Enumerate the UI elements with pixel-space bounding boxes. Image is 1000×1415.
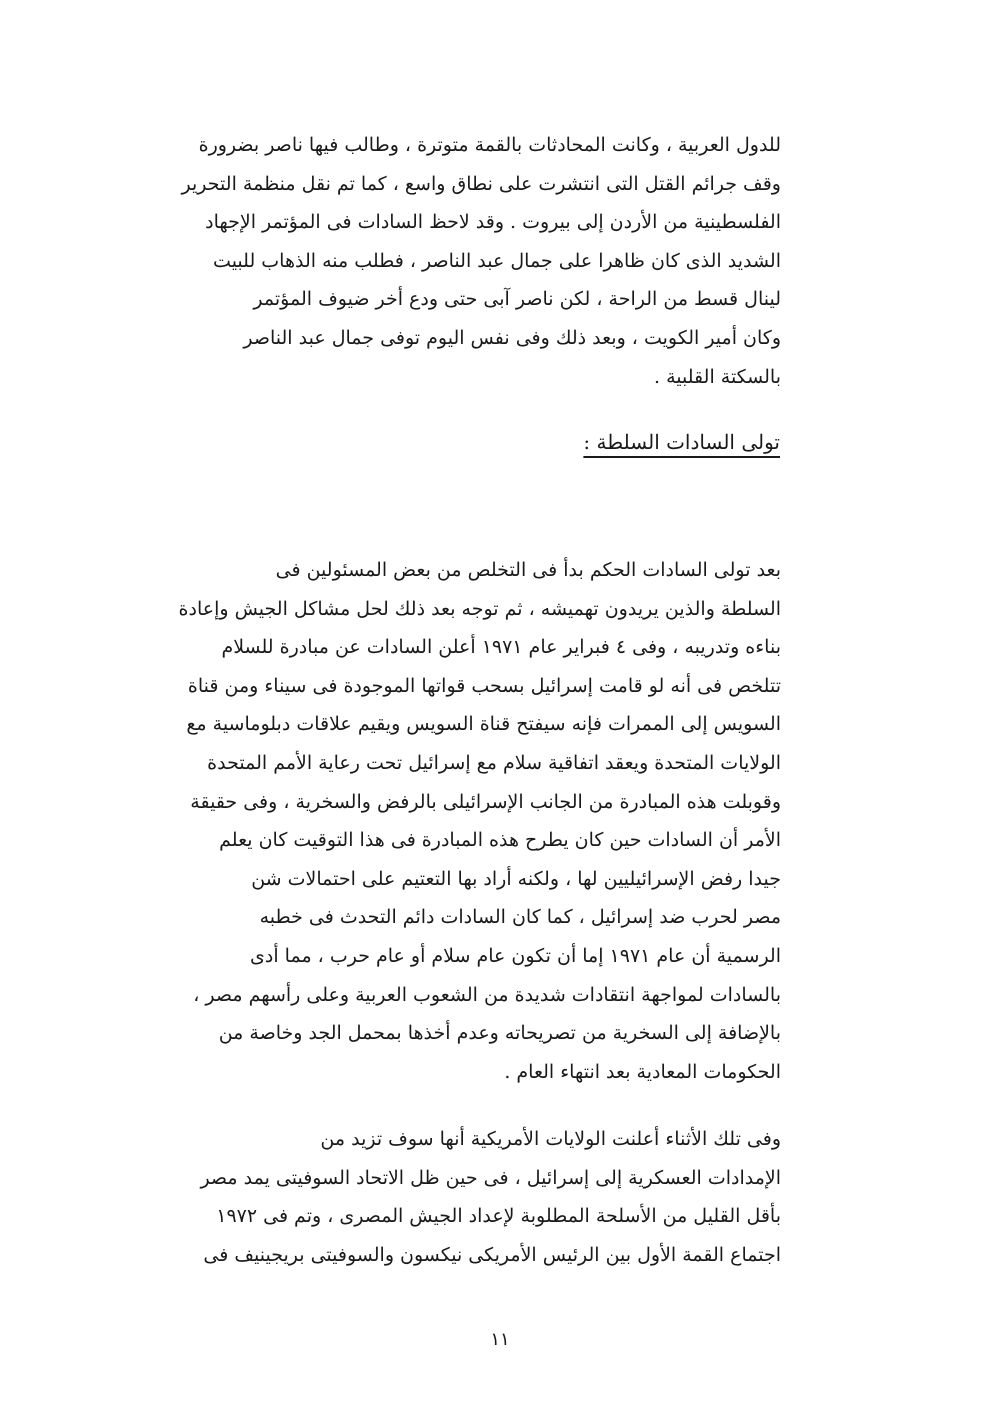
paragraph-line: بالإضافة إلى السخرية من تصريحاته وعدم أخذها بمحمل الجد وخاصة من [218, 1022, 781, 1045]
page-number: ١١ [490, 1329, 510, 1350]
paragraph-line: الفلسطينية من الأردن إلى بيروت . وقد لاحظ السادات فى المؤتمر الإجهاد [205, 211, 781, 234]
paragraph-line: لينال قسط من الراحة ، لكن ناصر آبى حتى ودع أخر ضيوف المؤتمر [253, 288, 781, 311]
paragraph-line: بناءه وتدريبه ، وفى ٤ فبراير عام ١٩٧١ أعلن السادات عن مبادرة للسلام [221, 636, 781, 659]
paragraph-line: جيدا رفض الإسرائيليين لها ، ولكنه أراد بها التعتيم على احتمالات شن [251, 867, 781, 890]
paragraph-3 [200, 1120, 781, 1274]
paragraph-line: وقوبلت هذه المبادرة من الجانب الإسرائيلى بالرفض والسخرية ، وفى حقيقة [190, 790, 781, 813]
paragraph-line: بالسادات لمواجهة انتقادات شديدة من الشعوب العربية وعلى رأسهم مصر ، [193, 983, 781, 1006]
paragraph-line: الإمدادات العسكرية إلى إسرائيل ، فى حين ظل الاتحاد السوفيتى يمد مصر [200, 1166, 781, 1189]
paragraph-line: مصر لحرب ضد إسرائيل ، كما كان السادات دائم التحدث فى خطبه [259, 906, 781, 929]
paragraph-line: بالسكتة القلبية . [654, 365, 781, 388]
paragraph-line: السلطة والذين يريدون تهميشه ، ثم توجه بعد ذلك لحل مشاكل الجيش وإعادة [178, 597, 781, 620]
paragraph-line: الرسمية أن عام ١٩٧١ إما أن تكون عام سلام أو عام حرب ، مما أدى [250, 944, 781, 967]
paragraph-line: السويس إلى الممرات فإنه سيفتح قناة السويس ويقيم علاقات دبلوماسية مع [186, 713, 781, 736]
section-heading: تولى السادات السلطة : [583, 430, 780, 454]
paragraph-line: بعد تولى السادات الحكم بدأ فى التخلص من بعض المسئولين فى [275, 559, 781, 581]
paragraph-line: الأمر أن السادات حين كان يطرح هذه المبادرة فى هذا التوقيت كان يعلم [219, 829, 781, 852]
paragraph-line: تتلخص فى أنه لو قامت إسرائيل بسحب قواتها الموجودة فى سيناء ومن قناة [187, 674, 781, 697]
paragraph-line: الولايات المتحدة ويعقد اتفاقية سلام مع إسرائيل تحت رعاية الأمم المتحدة [207, 751, 781, 774]
paragraph-line: بأقل القليل من الأسلحة المطلوبة لإعداد الجيش المصرى ، وتم فى ١٩٧٢ [216, 1205, 781, 1228]
paragraph-line: للدول العربية ، وكانت المحادثات بالقمة متوترة ، وطالب فيها ناصر بضرورة [198, 134, 781, 156]
paragraph-1 [181, 126, 781, 396]
paragraph-line: وكان أمير الكويت ، وبعد ذلك وفى نفس اليوم توفى جمال عبد الناصر [243, 326, 781, 349]
paragraph-2 [178, 551, 781, 1091]
paragraph-line: وقف جرائم القتل التى انتشرت على نطاق واسع ، كما تم نقل منظمة التحرير [181, 172, 781, 195]
paragraph-line: وفى تلك الأثناء أعلنت الولايات الأمريكية أنها سوف تزيد من [320, 1128, 781, 1150]
paragraph-line: الحكومات المعادية بعد انتهاء العام . [504, 1060, 781, 1083]
paragraph-line: اجتماع القمة الأول بين الرئيس الأمريكى نيكسون والسوفيتى بريجينيف فى [203, 1243, 781, 1266]
paragraph-line: الشديد الذى كان ظاهرا على جمال عبد الناصر ، فطلب منه الذهاب للبيت [213, 249, 781, 272]
